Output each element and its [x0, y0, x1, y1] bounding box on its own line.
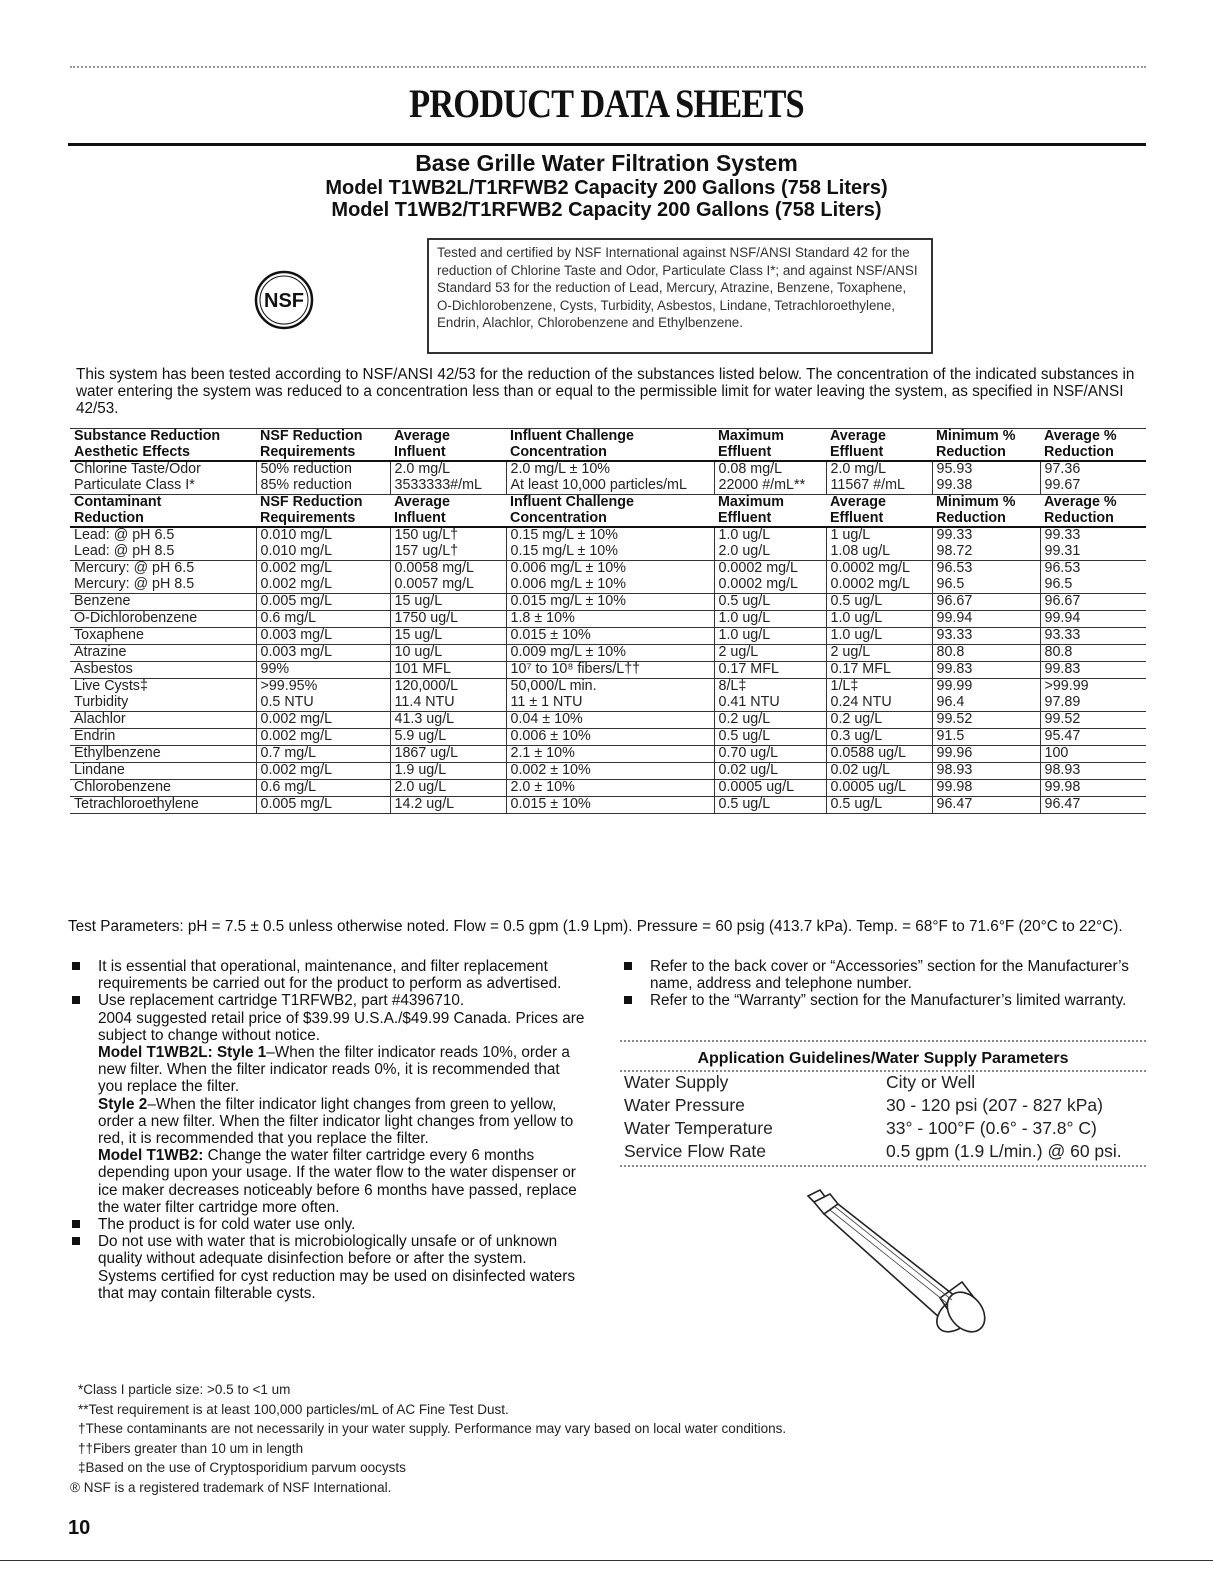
- bullet-square: [624, 962, 632, 970]
- bullet-text: Refer to the back cover or “Accessories” section for the Manufacturer’s name, address and telephone number.: [650, 958, 1129, 993]
- value-cell: 0.003 mg/L: [256, 645, 390, 662]
- value-cell: 80.8: [932, 645, 1040, 662]
- style2-text: –When the filter indicator light changes from green to yellow, order a new filter. When the filter indicator light changes from yellow to red, it is recommended that you replace the filter.: [98, 1095, 574, 1148]
- column-header: Minimum % Reduction: [932, 495, 1040, 528]
- value-cell: >99.99 97.89: [1040, 679, 1146, 712]
- value-cell: 99.83: [1040, 662, 1146, 679]
- value-cell: 15 ug/L: [390, 594, 506, 611]
- footnotes: [70, 1380, 1078, 1497]
- substance-cell: Atrazine: [70, 645, 256, 662]
- value-cell: 0.08 mg/L 22000 #/mL**: [714, 461, 826, 495]
- value-cell: 96.47: [1040, 797, 1146, 814]
- table-row: [70, 763, 1146, 780]
- value-cell: 0.5 ug/L: [714, 729, 826, 746]
- application-table: [624, 1072, 1144, 1164]
- value-cell: 1.0 ug/L: [826, 611, 932, 628]
- value-cell: 91.5: [932, 729, 1040, 746]
- value-cell: 100: [1040, 746, 1146, 763]
- table-row: [70, 611, 1146, 628]
- footnote: †These contaminants are not necessarily in your water supply. Performance may vary based on local water conditions.: [78, 1421, 787, 1436]
- value-cell: 80.8: [1040, 645, 1146, 662]
- value-cell: 150 ug/L† 157 ug/L†: [390, 527, 506, 561]
- footnote: ††Fibers greater than 10 um in length: [78, 1440, 304, 1456]
- substance-cell: Endrin: [70, 729, 256, 746]
- table-row: [70, 729, 1146, 746]
- value-cell: 95.47: [1040, 729, 1146, 746]
- value-cell: 1.9 ug/L: [390, 763, 506, 780]
- value-cell: 0.5 ug/L: [714, 594, 826, 611]
- value-cell: 2.0 mg/L ± 10% At least 10,000 particles/mL: [506, 461, 714, 495]
- value-cell: 0.04 ± 10%: [506, 712, 714, 729]
- value-cell: 10 ug/L: [390, 645, 506, 662]
- product-heading: Base Grille Water Filtration System: [415, 150, 798, 176]
- style2-note: [98, 1096, 588, 1148]
- bullet-square: [624, 996, 632, 1004]
- value-cell: 99.98: [932, 780, 1040, 797]
- value-cell: 0.005 mg/L: [256, 797, 390, 814]
- model1-label: Model T1WB2L: Style 1: [98, 1044, 267, 1062]
- value-cell: 0.005 mg/L: [256, 594, 390, 611]
- value-cell: 0.0588 ug/L: [826, 746, 932, 763]
- value-cell: 98.93: [932, 763, 1040, 780]
- footnote: ‡Based on the use of Cryptosporidium parvum oocysts: [78, 1460, 406, 1475]
- bullet-square: [72, 962, 80, 970]
- value-cell: 97.36 99.67: [1040, 461, 1146, 495]
- substance-cell: Mercury: @ pH 6.5 Mercury: @ pH 8.5: [70, 561, 256, 594]
- table-row: [70, 662, 1146, 679]
- bullet-text: The product is for cold water use only.: [98, 1216, 356, 1234]
- value-cell: 96.67: [1040, 594, 1146, 611]
- value-cell: 99.52: [932, 712, 1040, 729]
- value-cell: 8/L‡ 0.41 NTU: [714, 679, 826, 712]
- test-parameters: Test Parameters: pH = 7.5 ± 0.5 unless otherwise noted. Flow = 0.5 gpm (1.9 Lpm). Pressure = 60 psig (413.7 kPa). Temp. = 68°F to 71.6°F (20°C to 22°C).: [68, 918, 1123, 935]
- value-cell: 99.33 99.31: [1040, 527, 1146, 561]
- param-value: 30 - 120 psi (207 - 827 kPa): [886, 1095, 1103, 1115]
- substance-cell: Toxaphene: [70, 628, 256, 645]
- bottom-rule: [0, 1560, 1213, 1561]
- value-cell: 1.0 ug/L: [826, 628, 932, 645]
- value-cell: 0.002 mg/L: [256, 763, 390, 780]
- param-value: 0.5 gpm (1.9 L/min.) @ 60 psi.: [886, 1141, 1122, 1161]
- value-cell: 0.17 MFL: [826, 662, 932, 679]
- substance-cell: Asbestos: [70, 662, 256, 679]
- value-cell: 5.9 ug/L: [390, 729, 506, 746]
- value-cell: 99.94: [932, 611, 1040, 628]
- value-cell: 0.003 mg/L: [256, 628, 390, 645]
- value-cell: 99.98: [1040, 780, 1146, 797]
- substance-cell: Chlorobenzene: [70, 780, 256, 797]
- bullet-text: Do not use with water that is microbiologically unsafe or of unknown quality without adequate disinfection before or after the system. Systems certified for cyst reduction may be used on disinfected waters that may contain filterable cysts.: [98, 1233, 575, 1302]
- column-header: Influent Challenge Concentration: [506, 429, 714, 462]
- column-header: Average Influent: [390, 495, 506, 528]
- value-cell: 0.6 mg/L: [256, 780, 390, 797]
- value-cell: 0.002 ± 10%: [506, 763, 714, 780]
- model2-label: Model T1WB2:: [98, 1147, 204, 1165]
- substance-cell: Alachlor: [70, 712, 256, 729]
- bullet-square: [72, 1220, 80, 1228]
- value-cell: 2.0 ug/L: [390, 780, 506, 797]
- footnote: **Test requirement is at least 100,000 particles/mL of AC Fine Test Dust.: [78, 1401, 509, 1417]
- bullet-replacement: [68, 992, 588, 1216]
- substance-cell: Live Cysts‡ Turbidity: [70, 679, 256, 712]
- table-row: [70, 746, 1146, 763]
- page-number: 10: [68, 1517, 91, 1539]
- value-cell: 99.99 96.4: [932, 679, 1040, 712]
- value-cell: 96.53 96.5: [1040, 561, 1146, 594]
- model-capacity-1: Model T1WB2L/T1RFWB2 Capacity 200 Gallons (758 Liters): [325, 177, 888, 199]
- value-cell: 99.83: [932, 662, 1040, 679]
- value-cell: 0.0002 mg/L 0.0002 mg/L: [826, 561, 932, 594]
- footnote: ® NSF is a registered trademark of NSF International.: [70, 1479, 392, 1495]
- value-cell: 0.002 mg/L: [256, 729, 390, 746]
- value-cell: 1.0 ug/L 2.0 ug/L: [714, 527, 826, 561]
- value-cell: 0.02 ug/L: [714, 763, 826, 780]
- value-cell: 1750 ug/L: [390, 611, 506, 628]
- value-cell: 96.67: [932, 594, 1040, 611]
- value-cell: 0.0002 mg/L 0.0002 mg/L: [714, 561, 826, 594]
- value-cell: 14.2 ug/L: [390, 797, 506, 814]
- filter-cartridge-illustration: [790, 1188, 990, 1343]
- bullet-maintenance: [68, 958, 588, 992]
- model2-text: Change the water filter cartridge every 6 months depending upon your usage. If the water flow to the water dispenser or ice maker decreases noticeably before 6 months have passed, replace the water filter cartridge more often.: [98, 1147, 577, 1216]
- value-cell: 41.3 ug/L: [390, 712, 506, 729]
- nsf-logo: [254, 270, 314, 330]
- table-row: [70, 628, 1146, 645]
- value-cell: 99.94: [1040, 611, 1146, 628]
- value-cell: 1 ug/L 1.08 ug/L: [826, 527, 932, 561]
- title-rule: [68, 143, 1146, 146]
- value-cell: 0.2 ug/L: [714, 712, 826, 729]
- bullet-unsafe-water: [68, 1233, 588, 1302]
- column-header: Minimum % Reduction: [932, 429, 1040, 462]
- substance-cell: Lindane: [70, 763, 256, 780]
- value-cell: 2 ug/L: [714, 645, 826, 662]
- nsf-logo-text: NSF: [264, 290, 304, 312]
- app-row: [624, 1118, 1144, 1141]
- left-column: [68, 958, 588, 1302]
- value-cell: 96.47: [932, 797, 1040, 814]
- value-cell: 0.17 MFL: [714, 662, 826, 679]
- value-cell: 0.010 mg/L 0.010 mg/L: [256, 527, 390, 561]
- value-cell: 0.002 mg/L 0.002 mg/L: [256, 561, 390, 594]
- value-cell: 95.93 99.38: [932, 461, 1040, 495]
- param-label: Service Flow Rate: [624, 1141, 766, 1161]
- bullet-accessories: [620, 958, 1146, 992]
- page-title: PRODUCT DATA SHEETS: [409, 81, 804, 126]
- table-row: [70, 679, 1146, 712]
- substance-cell: Lead: @ pH 6.5 Lead: @ pH 8.5: [70, 527, 256, 561]
- value-cell: 96.53 96.5: [932, 561, 1040, 594]
- table-row: [70, 712, 1146, 729]
- column-header: Average % Reduction: [1040, 495, 1146, 528]
- value-cell: 2.0 ± 10%: [506, 780, 714, 797]
- table-row: [70, 594, 1146, 611]
- value-cell: 15 ug/L: [390, 628, 506, 645]
- table-row: [70, 461, 1146, 495]
- bullet-square: [72, 996, 80, 1004]
- value-cell: 2 ug/L: [826, 645, 932, 662]
- column-header: Average Influent: [390, 429, 506, 462]
- bullet-cold-water: [68, 1216, 588, 1233]
- style2-label: Style 2: [98, 1095, 148, 1113]
- intro-paragraph: This system has been tested according to NSF/ANSI 42/53 for the reduction of the substances listed below. The concentration of the indicated substances in water entering the system was reduced to a concentration less than or equal to the permissible limit for water leaving the system, as specified in NSF/ANSI 42/53.: [76, 366, 1135, 417]
- value-cell: 0.5 ug/L: [714, 797, 826, 814]
- value-cell: 99.33 98.72: [932, 527, 1040, 561]
- value-cell: 0.15 mg/L ± 10% 0.15 mg/L ± 10%: [506, 527, 714, 561]
- value-cell: 0.6 mg/L: [256, 611, 390, 628]
- value-cell: 0.006 mg/L ± 10% 0.006 mg/L ± 10%: [506, 561, 714, 594]
- price-note: 2004 suggested retail price of $39.99 U.S.A./$49.99 Canada. Prices are subject to change without notice.: [98, 1009, 585, 1044]
- dotted-rule: [620, 1040, 1146, 1042]
- app-row: [624, 1072, 1144, 1095]
- value-cell: 2.0 mg/L 11567 #/mL: [826, 461, 932, 495]
- model2-note: [98, 1147, 588, 1216]
- bullet-text: Use replacement cartridge T1RFWB2, part #4396710.: [98, 992, 465, 1010]
- table-row: [70, 561, 1146, 594]
- value-cell: 1867 ug/L: [390, 746, 506, 763]
- application-guidelines-title: Application Guidelines/Water Supply Parameters: [697, 1050, 1069, 1067]
- value-cell: 99.96: [932, 746, 1040, 763]
- value-cell: 99.52: [1040, 712, 1146, 729]
- value-cell: 50% reduction 85% reduction: [256, 461, 390, 495]
- value-cell: 0.0005 ug/L: [826, 780, 932, 797]
- table-row: [70, 645, 1146, 662]
- value-cell: 1.8 ± 10%: [506, 611, 714, 628]
- app-row: [624, 1141, 1144, 1164]
- value-cell: 0.002 mg/L: [256, 712, 390, 729]
- model1-text: –When the filter indicator reads 10%, order a new filter. When the filter indicator reads 0%, it is recommended that you replace the filter.: [98, 1044, 570, 1096]
- substance-cell: O-Dichlorobenzene: [70, 611, 256, 628]
- substance-cell: Tetrachloroethylene: [70, 797, 256, 814]
- column-header: Average Effluent: [826, 495, 932, 528]
- value-cell: 93.33: [1040, 628, 1146, 645]
- param-label: Water Temperature: [624, 1118, 773, 1138]
- model1-note: [98, 1044, 588, 1096]
- column-header: NSF Reduction Requirements: [256, 429, 390, 462]
- table-header-row: [70, 429, 1146, 462]
- value-cell: 0.0005 ug/L: [714, 780, 826, 797]
- param-value: 33° - 100°F (0.6° - 37.8° C): [886, 1118, 1097, 1138]
- top-dotted-rule: [70, 66, 1146, 68]
- bullet-text: It is essential that operational, maintenance, and filter replacement requirements be carried out for the product to perform as advertised.: [98, 958, 562, 993]
- column-header: Influent Challenge Concentration: [506, 495, 714, 528]
- value-cell: 0.02 ug/L: [826, 763, 932, 780]
- value-cell: 0.015 mg/L ± 10%: [506, 594, 714, 611]
- table-row: [70, 527, 1146, 561]
- bullet-warranty: [620, 992, 1146, 1009]
- value-cell: 0.015 ± 10%: [506, 797, 714, 814]
- param-label: Water Pressure: [624, 1095, 745, 1115]
- value-cell: 0.2 ug/L: [826, 712, 932, 729]
- table-header-row: [70, 495, 1146, 528]
- bullet-square: [72, 1237, 80, 1245]
- value-cell: 98.93: [1040, 763, 1146, 780]
- value-cell: 2.1 ± 10%: [506, 746, 714, 763]
- value-cell: 93.33: [932, 628, 1040, 645]
- column-header: Average % Reduction: [1040, 429, 1146, 462]
- param-label: Water Supply: [624, 1072, 729, 1092]
- substance-cell: Ethylbenzene: [70, 746, 256, 763]
- column-header: Maximum Effluent: [714, 495, 826, 528]
- value-cell: 0.3 ug/L: [826, 729, 932, 746]
- table-row: [70, 780, 1146, 797]
- value-cell: >99.95% 0.5 NTU: [256, 679, 390, 712]
- substance-cell: Chlorine Taste/Odor Particulate Class I*: [70, 461, 256, 495]
- value-cell: 50,000/L min. 11 ± 1 NTU: [506, 679, 714, 712]
- value-cell: 10⁷ to 10⁸ fibers/L††: [506, 662, 714, 679]
- dotted-rule: [620, 1165, 1146, 1167]
- value-cell: 0.5 ug/L: [826, 594, 932, 611]
- value-cell: 0.7 mg/L: [256, 746, 390, 763]
- footnote: *Class I particle size: >0.5 to <1 um: [78, 1382, 291, 1397]
- value-cell: 99%: [256, 662, 390, 679]
- value-cell: 1/L‡ 0.24 NTU: [826, 679, 932, 712]
- value-cell: 0.0058 mg/L 0.0057 mg/L: [390, 561, 506, 594]
- value-cell: 101 MFL: [390, 662, 506, 679]
- param-value: City or Well: [886, 1072, 976, 1092]
- table-row: [70, 797, 1146, 814]
- column-header: NSF Reduction Requirements: [256, 495, 390, 528]
- certification-box: Tested and certified by NSF International against NSF/ANSI Standard 42 for the reduction of Chlorine Taste and Odor, Particulate Class I*; and against NSF/ANSI Standard 53 for the reduction of Lead, Mercury, Atrazine, Benzene, Toxaphene, O-Dichlorobenzene, Cysts, Turbidity, Asbestos, Lindane, Tetrachloroethylene, Endrin, Alachlor, Chlorobenzene and Ethylbenzene.: [427, 238, 933, 354]
- column-header: Average Effluent: [826, 429, 932, 462]
- value-cell: 0.5 ug/L: [826, 797, 932, 814]
- bullet-text: Refer to the “Warranty” section for the Manufacturer’s limited warranty.: [650, 992, 1127, 1010]
- column-header: Maximum Effluent: [714, 429, 826, 462]
- value-cell: 2.0 mg/L 3533333#/mL: [390, 461, 506, 495]
- value-cell: 1.0 ug/L: [714, 611, 826, 628]
- value-cell: 0.009 mg/L ± 10%: [506, 645, 714, 662]
- reduction-data-table: [70, 428, 1146, 814]
- value-cell: 0.006 ± 10%: [506, 729, 714, 746]
- column-header: Contaminant Reduction: [70, 495, 256, 528]
- app-row: [624, 1095, 1144, 1118]
- value-cell: 1.0 ug/L: [714, 628, 826, 645]
- value-cell: 0.015 ± 10%: [506, 628, 714, 645]
- value-cell: 120,000/L 11.4 NTU: [390, 679, 506, 712]
- substance-cell: Benzene: [70, 594, 256, 611]
- column-header: Substance Reduction Aesthetic Effects: [70, 429, 256, 462]
- value-cell: 0.70 ug/L: [714, 746, 826, 763]
- right-column: [620, 958, 1146, 1010]
- model-capacity-2: Model T1WB2/T1RFWB2 Capacity 200 Gallons (758 Liters): [331, 199, 882, 221]
